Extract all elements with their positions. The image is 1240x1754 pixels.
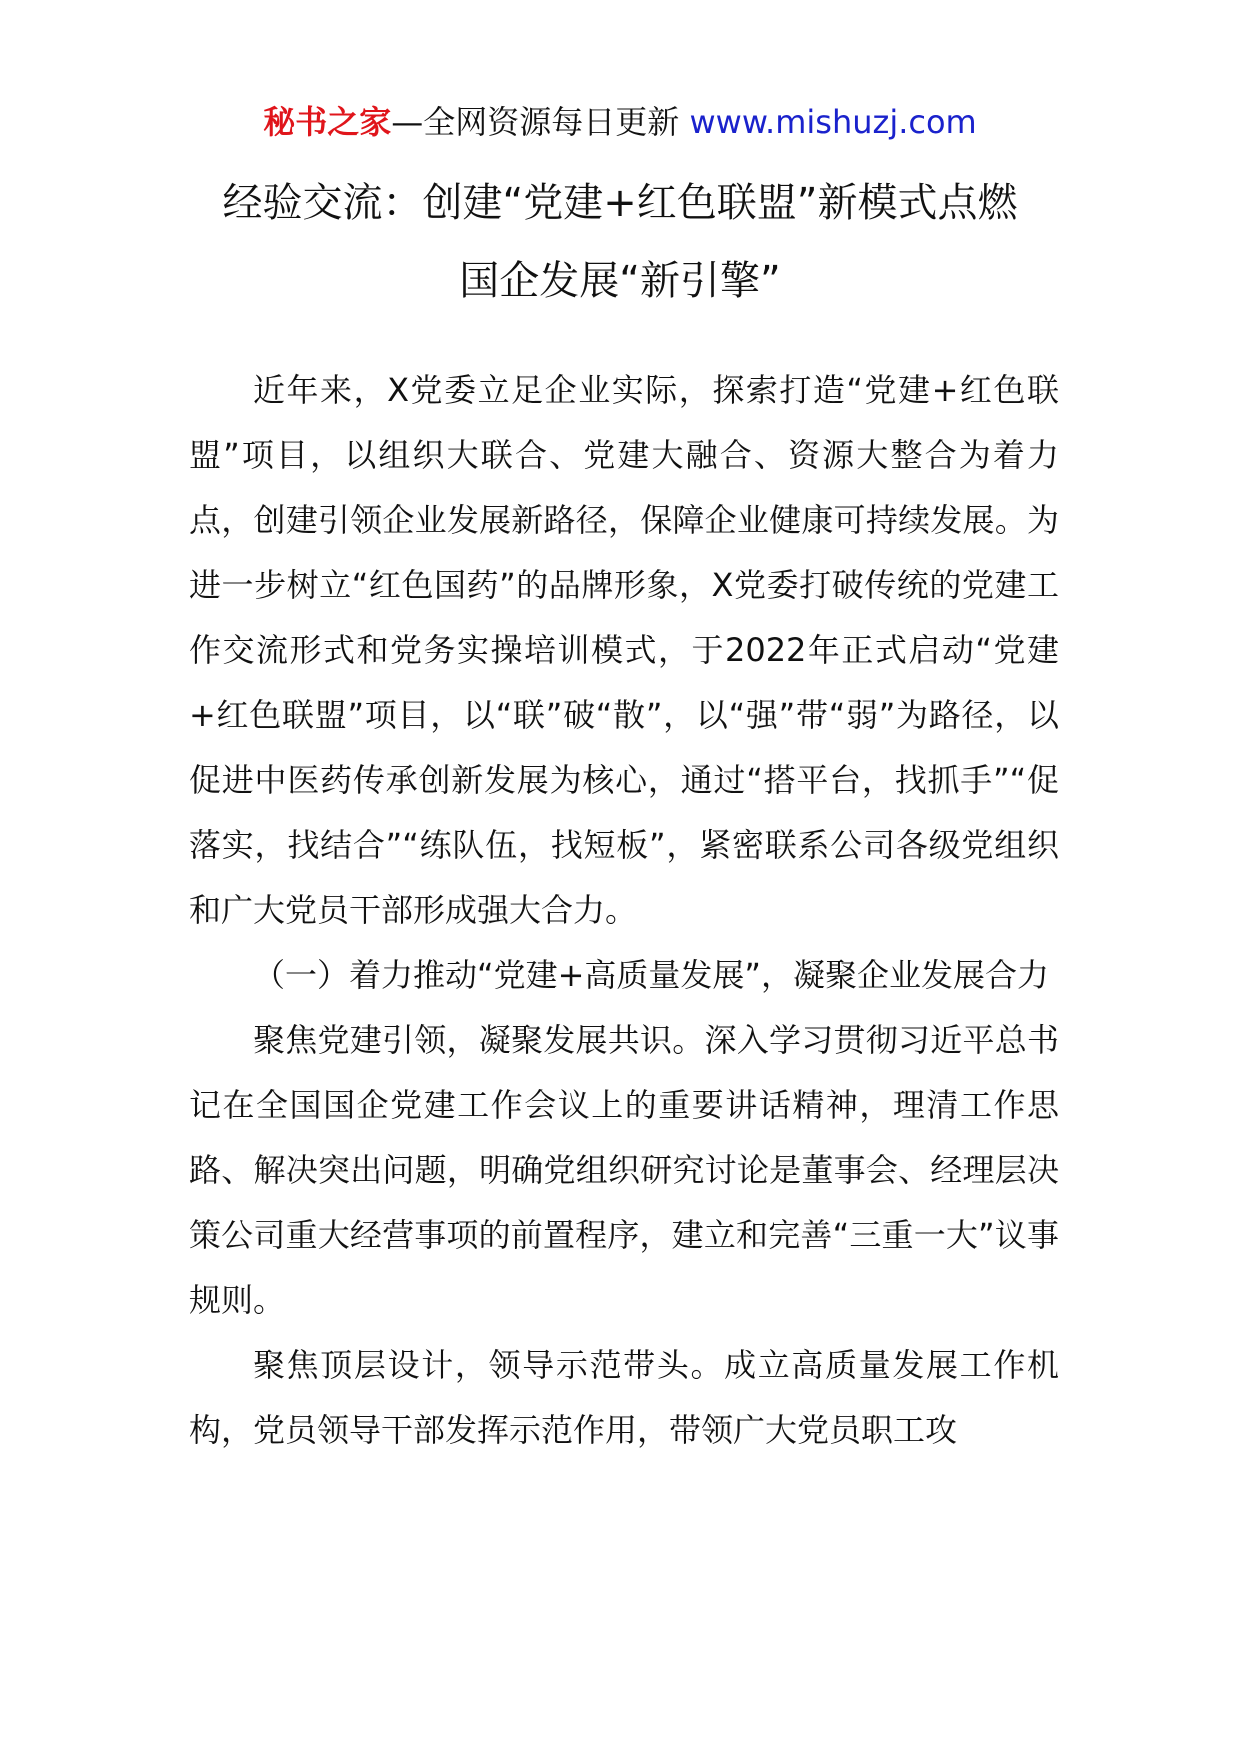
- document-title: [150, 164, 1090, 320]
- paragraph-intro: 近年来，X党委立足企业实际，探索打造“党建+红色联盟”项目，以组织大联合、党建大融合、资源大整合为着力点，创建引领企业发展新路径，保障企业健康可持续发展。为进一步树立“红色国药”的品牌形象，X党委打破传统的党建工作交流形式和党务实操培训模式，于2022年正式启动“党建+红色联盟”项目，以“联”破“散”，以“强”带“弱”为路径，以促进中医药传承创新发展为核心，通过“搭平台，找抓手”“促落实，找结合”“练队伍，找短板”，紧密联系公司各级党组织和广大党员干部形成强大合力。: [189, 371, 1059, 929]
- brand-tagline: —全网资源每日更新: [391, 103, 680, 141]
- paragraph-party-leadership: 聚焦党建引领，凝聚发展共识。深入学习贯彻习近平总书记在全国国企党建工作会议上的重要讲话精神，理清工作思路、解决突出问题，明确党组织研究讨论是董事会、经理层决策公司重大经营事项的前置程序，建立和完善“三重一大”议事规则。: [189, 1021, 1059, 1319]
- document-title-line-1: 经验交流：创建“党建+红色联盟”新模式点燃: [222, 180, 1018, 226]
- paragraph-top-level-design: 聚焦顶层设计，领导示范带头。成立高质量发展工作机构，党员领导干部发挥示范作用，带领广大党员职工攻: [189, 1346, 1059, 1449]
- document-body: [189, 358, 1059, 1463]
- site-header: [0, 100, 1240, 144]
- section-heading-1: （一）着力推动“党建+高质量发展”，凝聚企业发展合力: [253, 956, 1049, 994]
- brand-url-link[interactable]: www.mishuzj.com: [689, 103, 977, 141]
- brand-name: 秘书之家: [263, 103, 392, 141]
- document-title-line-2: 国企发展“新引擎”: [459, 258, 781, 304]
